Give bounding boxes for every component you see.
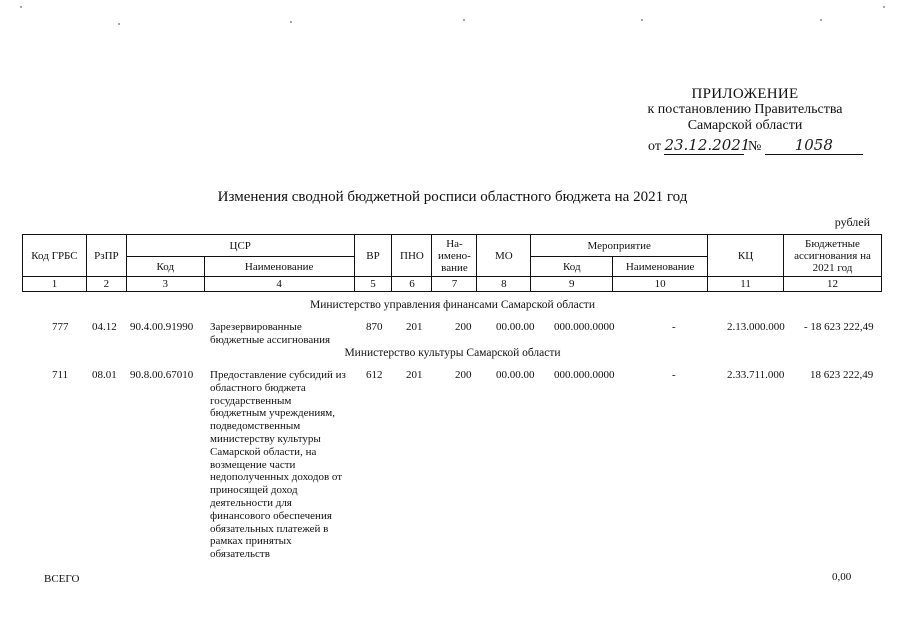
cell-csr-name: Предоставление субсидий из областного бюджета государственным бюджетным учреждениям, подведомственным министерству культуры Самарской области, на возмещение части недополученных доходов от приносящей доход деятельности для финансового обеспечения обязательных платежей в рамках принятых обязательств — [210, 369, 346, 561]
scan-speck — [463, 19, 465, 21]
header-table — [22, 234, 882, 292]
header-naimenovanie: На- имено- вание — [432, 235, 477, 277]
scan-speck — [290, 21, 292, 23]
appendix-line-2: Самарской области — [687, 118, 803, 133]
cell-naim: 200 — [455, 369, 472, 381]
header-pno: ПНО — [392, 235, 432, 277]
cell-kc: 2.13.000.000 — [727, 321, 785, 333]
header-budget: Бюджетные ассигнования на 2021 год — [783, 235, 881, 277]
header-meropriyatie: Мероприятие — [531, 235, 708, 257]
header-mer-name: Наименование — [613, 257, 708, 277]
header-rzpr: РзПР — [86, 235, 126, 277]
document-title: Изменения сводной бюджетной росписи областного бюджета на 2021 год — [217, 189, 688, 205]
scan-speck — [20, 6, 22, 8]
total-label: ВСЕГО — [44, 573, 80, 585]
column-number: 9 — [531, 277, 613, 292]
header-csr-kod: Код — [126, 257, 204, 277]
header-kod-grbs: Код ГРБС — [23, 235, 87, 277]
ministry-heading: Министерство управления финансами Самарской области — [310, 299, 595, 311]
column-number: 5 — [354, 277, 392, 292]
cell-rzpr: 04.12 — [92, 321, 117, 333]
cell-mer-kod: 000.000.0000 — [554, 369, 615, 381]
scan-speck — [883, 6, 885, 8]
column-number: 8 — [477, 277, 531, 292]
column-number: 4 — [204, 277, 354, 292]
cell-vr: 612 — [366, 369, 383, 381]
cell-rzpr: 08.01 — [92, 369, 117, 381]
scan-speck — [641, 19, 643, 21]
column-number: 10 — [613, 277, 708, 292]
total-value: 0,00 — [832, 571, 852, 583]
cell-pno: 201 — [406, 369, 423, 381]
cell-csr-name: Зарезервированные бюджетные ассигнования — [210, 321, 331, 346]
cell-mer-name: - — [672, 321, 676, 333]
cell-amount: 18 623 222,49 — [810, 369, 874, 381]
decree-number: 1058 — [765, 136, 863, 155]
cell-pno: 201 — [406, 321, 423, 333]
column-number: 7 — [432, 277, 477, 292]
cell-mo: 00.00.00 — [496, 369, 535, 381]
number-sign: № — [747, 139, 762, 154]
cell-kc: 2.33.711.000 — [727, 369, 785, 381]
cell-amount: - 18 623 222,49 — [804, 321, 874, 333]
cell-naim: 200 — [455, 321, 472, 333]
header-mer-kod: Код — [531, 257, 613, 277]
scan-speck — [820, 19, 822, 21]
ministry-heading: Министерство культуры Самарской области — [344, 347, 561, 359]
column-number: 6 — [392, 277, 432, 292]
cell-mer-kod: 000.000.0000 — [554, 321, 615, 333]
cell-mer-name: - — [672, 369, 676, 381]
header-csr-name: Наименование — [204, 257, 354, 277]
cell-grbs: 711 — [52, 369, 69, 381]
decree-date-row — [648, 136, 863, 155]
date-prefix: от — [648, 139, 661, 154]
cell-grbs: 777 — [52, 321, 69, 333]
header-csr: ЦСР — [126, 235, 354, 257]
cell-csr-kod: 90.4.00.91990 — [130, 321, 194, 333]
appendix-line-1: к постановлению Правительства — [647, 102, 843, 117]
cell-csr-kod: 90.8.00.67010 — [130, 369, 194, 381]
cell-vr: 870 — [366, 321, 383, 333]
units-label: рублей — [834, 215, 870, 229]
cell-mo: 00.00.00 — [496, 321, 535, 333]
column-number: 3 — [126, 277, 204, 292]
decree-date: 23.12.2021 — [664, 136, 751, 154]
column-number: 2 — [86, 277, 126, 292]
appendix-title: ПРИЛОЖЕНИЕ — [691, 86, 799, 102]
column-number: 11 — [708, 277, 784, 292]
header-mo: МО — [477, 235, 531, 277]
column-number: 12 — [783, 277, 881, 292]
appendix-block — [630, 86, 860, 134]
header-vr: ВР — [354, 235, 392, 277]
column-number: 1 — [23, 277, 87, 292]
scan-speck — [118, 23, 120, 25]
header-kc: КЦ — [708, 235, 784, 277]
